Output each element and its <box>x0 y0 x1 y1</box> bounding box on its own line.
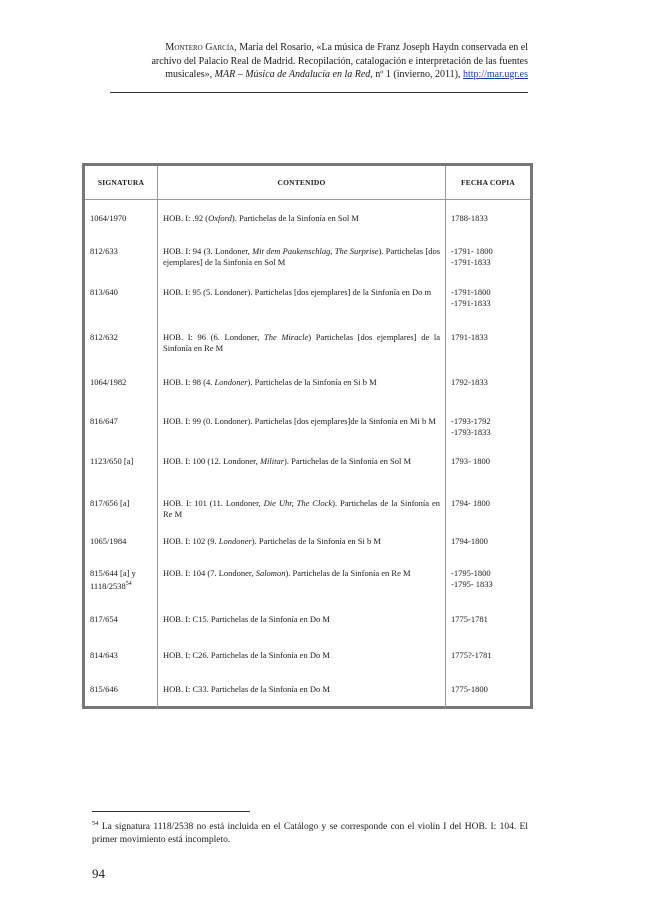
table-row <box>85 319 530 364</box>
contenido-text: HOB. I: 98 (4. <box>163 376 215 387</box>
col-header-fecha: FECHA COPIA <box>446 166 531 200</box>
cell-contenido <box>158 637 446 671</box>
contenido-title: Oxford <box>208 213 232 223</box>
cell-fecha-copia: 1775-1781 <box>446 601 531 637</box>
table-row <box>85 601 530 637</box>
cell-contenido <box>158 200 446 233</box>
footnote-divider <box>92 811 250 812</box>
table-header-row <box>85 166 530 200</box>
contenido-text: HOB. I: 104 (7. Londoner, <box>163 567 256 578</box>
cell-contenido <box>158 319 446 364</box>
contenido-text: HOB. I: .92 ( <box>163 213 209 223</box>
cell-signatura: 1065/1984 <box>85 523 158 555</box>
footnote <box>92 817 528 847</box>
catalog-table <box>85 166 530 709</box>
cell-fecha-copia: 1775?-1781 <box>446 637 531 671</box>
header-journal: MAR – Música de Andalucía en la Red <box>214 69 371 80</box>
cell-signatura <box>85 555 158 601</box>
contenido-text: HOB. I: C33. Partichelas de la Sinfonía en Do M <box>163 683 330 694</box>
cell-contenido <box>158 671 446 709</box>
cell-signatura: 813/640 <box>85 274 158 319</box>
cell-fecha-copia: 1791-1833 <box>446 319 531 364</box>
contenido-text: ). Partichelas de la Sinfonía en Si b M <box>251 535 381 546</box>
cell-signatura: 812/633 <box>85 233 158 274</box>
table-row <box>85 485 530 523</box>
cell-signatura: 1123/650 [a] <box>85 443 158 485</box>
catalog-table-frame <box>82 163 533 709</box>
table-row <box>85 637 530 671</box>
col-header-contenido: CONTENIDO <box>158 166 446 200</box>
table-row <box>85 671 530 709</box>
footnote-number: 54 <box>92 820 99 827</box>
cell-fecha-copia: -1795-1800 -1795- 1833 <box>446 555 531 601</box>
cell-signatura: 817/654 <box>85 601 158 637</box>
cell-fecha-copia: 1794-1800 <box>446 523 531 555</box>
cell-signatura: 1064/1982 <box>85 364 158 403</box>
cell-contenido <box>158 403 446 443</box>
cell-contenido <box>158 523 446 555</box>
header-line3a: musicales», <box>165 69 215 80</box>
contenido-text: HOB. I: 101 (11. Londoner, <box>163 497 264 508</box>
contenido-title: Londoner <box>214 376 248 387</box>
cell-fecha-copia: -1791- 1800 -1791-1833 <box>446 233 531 274</box>
contenido-text: ). Partichelas de la Sinfonía en Si b M <box>247 376 377 387</box>
table-row <box>85 233 530 274</box>
contenido-text: ). Partichelas de la Sinfonía en Sol M <box>284 455 412 466</box>
cell-fecha-copia: 1775-1800 <box>446 671 531 709</box>
header-link[interactable]: http://mar.ugr.es <box>463 69 528 80</box>
signatura-text: 815/644 [a] y 1118/2538 <box>90 567 136 591</box>
table-row <box>85 555 530 601</box>
cell-contenido <box>158 485 446 523</box>
cell-contenido <box>158 555 446 601</box>
contenido-text: ). Partichelas de la Sinfonía en Re M <box>285 567 411 578</box>
cell-contenido <box>158 443 446 485</box>
table-row <box>85 200 530 233</box>
contenido-title: Londoner <box>218 535 252 546</box>
contenido-text: HOB. I: 96 (6. Londoner, <box>163 331 264 342</box>
cell-contenido <box>158 601 446 637</box>
contenido-text: HOB. I: C15. Partichelas de la Sinfonía en Do M <box>163 613 330 624</box>
table-row <box>85 443 530 485</box>
cell-fecha-copia: 1792-1833 <box>446 364 531 403</box>
contenido-title: Mit dem Paukenschlag, The Surprise <box>252 245 379 256</box>
table-row <box>85 523 530 555</box>
cell-fecha-copia: -1791-1800 -1791-1833 <box>446 274 531 319</box>
header-line2: archivo del Palacio Real de Madrid. Recopilación, catalogación e interpretación de las fuentes <box>151 55 528 67</box>
cell-contenido <box>158 364 446 403</box>
contenido-text: ) Partichelas [dos ejemplares] de la Sinfonía en Re M <box>163 331 440 353</box>
contenido-text: HOB. I: 94 (3. Londoner, <box>163 245 253 256</box>
contenido-text: HOB. I: C26. Partichelas de la Sinfonía en Do M <box>163 649 330 660</box>
contenido-text: HOB. I: 102 (9. <box>163 535 219 546</box>
contenido-title: Militar <box>259 455 285 466</box>
cell-fecha-copia: 1793- 1800 <box>446 443 531 485</box>
contenido-text: HOB. I: 100 (12. Londoner, <box>163 455 260 466</box>
contenido-title: The Miracle <box>263 331 309 342</box>
cell-signatura: 812/632 <box>85 319 158 364</box>
table-row <box>85 364 530 403</box>
cell-fecha-copia: -1793-1792 -1793-1833 <box>446 403 531 443</box>
cell-fecha-copia: 1788-1833 <box>446 200 531 233</box>
cell-contenido <box>158 274 446 319</box>
cell-signatura: 1064/1970 <box>85 200 158 233</box>
cell-signatura: 814/643 <box>85 637 158 671</box>
cell-signatura: 816/647 <box>85 403 158 443</box>
contenido-title: Die Uhr, The Clock <box>263 497 333 508</box>
cell-contenido <box>158 233 446 274</box>
contenido-text: HOB. I: 95 (5. Londoner). Partichelas [dos ejemplares] de la Sinfonía en Do m <box>163 286 432 297</box>
table-row <box>85 403 530 443</box>
table-row <box>85 274 530 319</box>
footnote-text: La signatura 1118/2538 no está incluida en el Catálogo y se corresponde con el violín I del HOB. I: 104. El primer movimiento está incompleto. <box>92 822 528 846</box>
page-number: 94 <box>92 866 105 881</box>
running-header <box>110 41 528 82</box>
cell-signatura: 817/656 [a] <box>85 485 158 523</box>
contenido-text: HOB. I: 99 (0. Londoner). Partichelas [dos ejemplares]de la Sinfonía en Mi b M <box>163 415 436 426</box>
cell-fecha-copia: 1794- 1800 <box>446 485 531 523</box>
header-line3b: , nº 1 (invierno, 2011), <box>370 69 463 80</box>
contenido-text: ). Partichelas de la Sinfonía en Sol M <box>231 213 359 223</box>
contenido-title: Salomon <box>255 567 286 578</box>
header-divider <box>110 92 528 93</box>
header-author: Montero García <box>165 42 235 53</box>
footnote-ref: 54 <box>125 580 132 587</box>
header-line1: , María del Rosario, «La música de Franz Joseph Haydn conservada en el <box>234 42 528 53</box>
contenido-text: ). Partichelas [dos ejemplares] de la Sinfonía en Sol M <box>163 245 441 267</box>
cell-signatura: 815/646 <box>85 671 158 709</box>
contenido-text: ). Partichelas de la Sinfonía en Re M <box>163 497 441 519</box>
col-header-signatura: SIGNATURA <box>85 166 158 200</box>
